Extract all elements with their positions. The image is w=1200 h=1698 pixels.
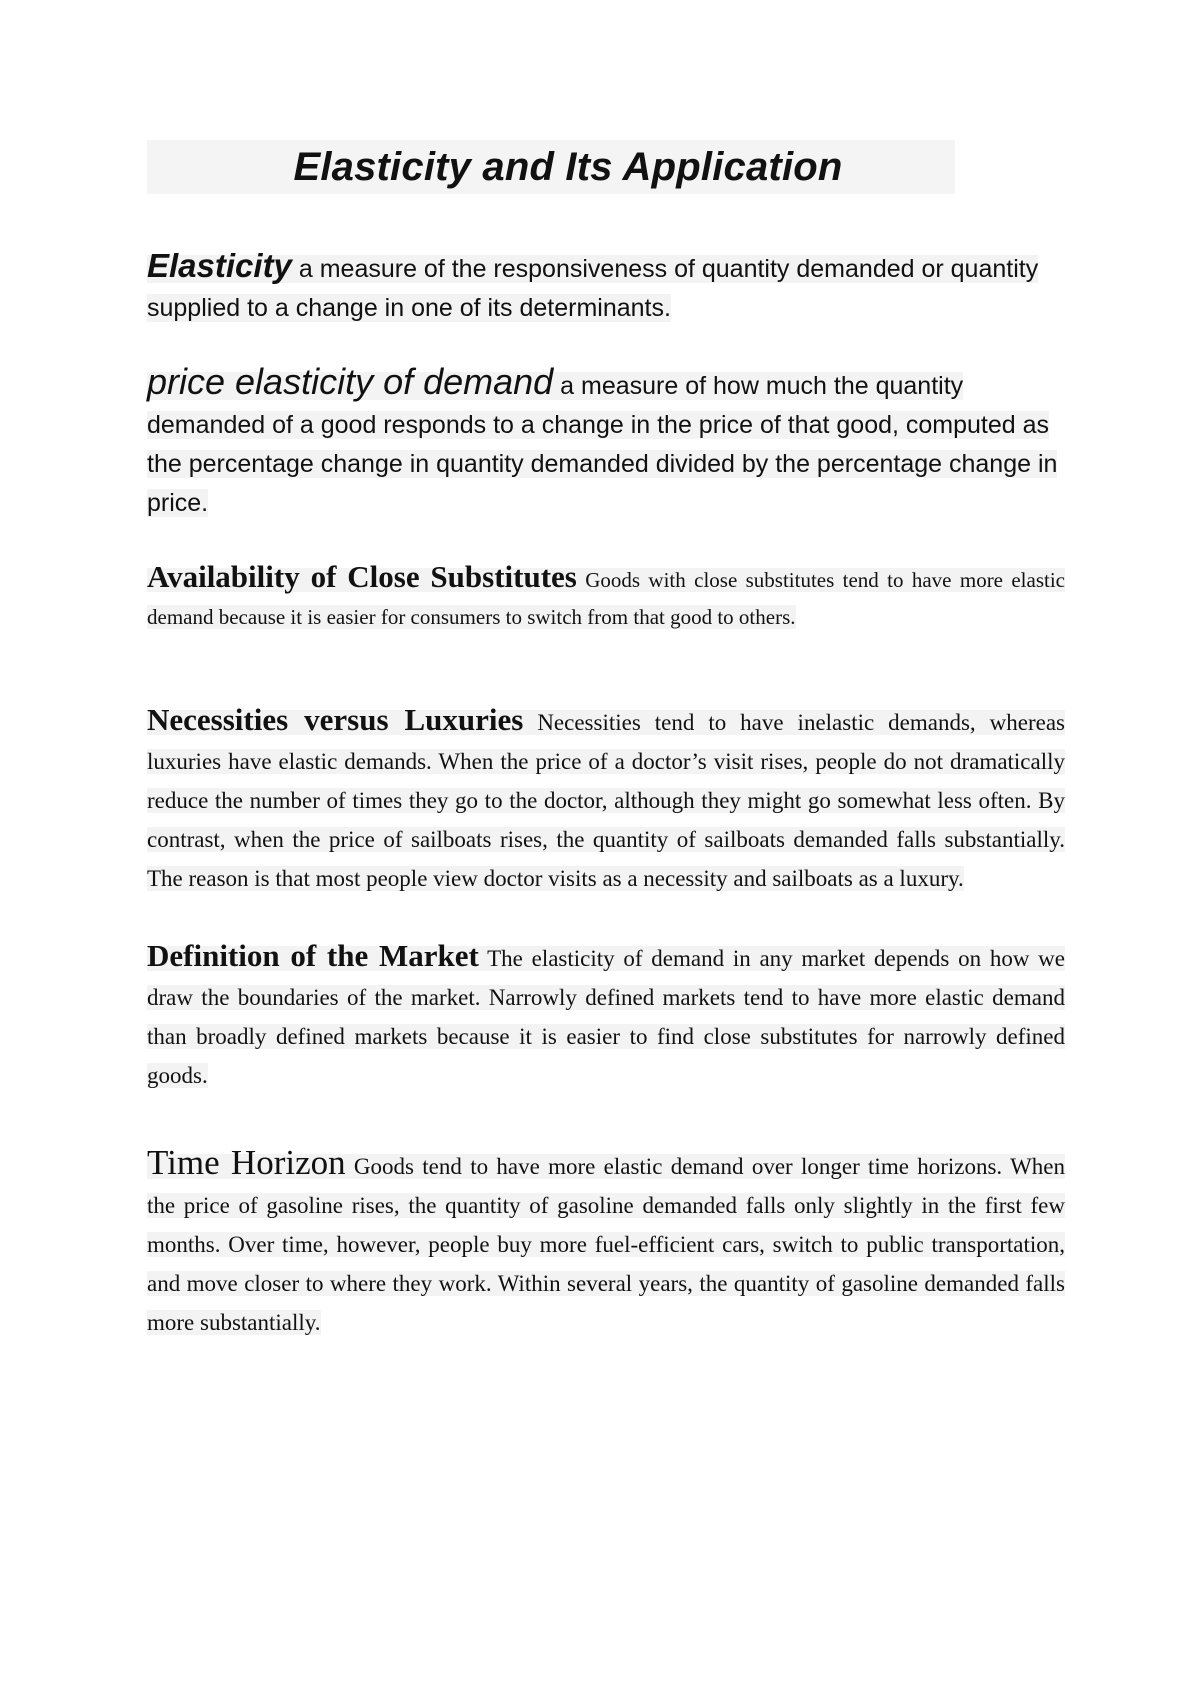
term-elasticity: Elasticity bbox=[147, 247, 292, 284]
section-close-substitutes bbox=[147, 558, 1065, 636]
term-close-substitutes: Availability of Close Substitutes bbox=[147, 559, 577, 594]
term-price-elasticity: price elasticity of demand bbox=[147, 361, 554, 402]
section-price-elasticity bbox=[147, 362, 1065, 523]
section-necessities-luxuries bbox=[147, 700, 1065, 898]
definition-necessities-luxuries: Necessities tend to have inelastic demands, whereas luxuries have elastic demands. When the price of a doctor’s visit rises, people do not dramatically reduce the number of times they go to the doctor, although they might go somewhat less often. By contrast, when the price of sailboats rises, the quantity of sailboats demanded falls substantially. The reason is that most people view doctor visits as a necessity and sailboats as a luxury. bbox=[147, 710, 1065, 891]
section-market-definition bbox=[147, 936, 1065, 1095]
section-time-horizon bbox=[147, 1143, 1065, 1342]
definition-time-horizon: Goods tend to have more elastic demand over longer time horizons. When the price of gasoline rises, the quantity of gasoline demanded falls only slightly in the first few months. Over time, however, people buy more fuel-efficient cars, switch to public transportation, and move closer to where they work. Within several years, the quantity of gasoline demanded falls more substantially. bbox=[147, 1154, 1065, 1335]
document-title: Elasticity and Its Application bbox=[293, 144, 843, 189]
document-page bbox=[147, 140, 1065, 1342]
section-elasticity bbox=[147, 246, 1065, 328]
term-market-definition: Definition of the Market bbox=[147, 938, 479, 973]
definition-close-substitutes: Goods with close substitutes tend to have more elastic demand because it is easier for consumers to switch from that good to others. bbox=[147, 568, 1066, 629]
title-bar bbox=[147, 140, 955, 194]
definition-elasticity: a measure of the responsiveness of quantity demanded or quantity supplied to a change in one of its determinants. bbox=[147, 255, 1039, 322]
term-necessities-luxuries: Necessities versus Luxuries bbox=[147, 702, 524, 737]
definition-price-elasticity: a measure of how much the quantity demanded of a good responds to a change in the price of that good, computed as the percentage change in quantity demanded divided by the percentage change in price. bbox=[147, 372, 1058, 517]
definition-market-definition: The elasticity of demand in any market depends on how we draw the boundaries of the market. Narrowly defined markets tend to have more elastic demand than broadly defined markets because it is easier to find close substitutes for narrowly defined goods. bbox=[147, 946, 1065, 1088]
term-time-horizon: Time Horizon bbox=[147, 1143, 346, 1182]
